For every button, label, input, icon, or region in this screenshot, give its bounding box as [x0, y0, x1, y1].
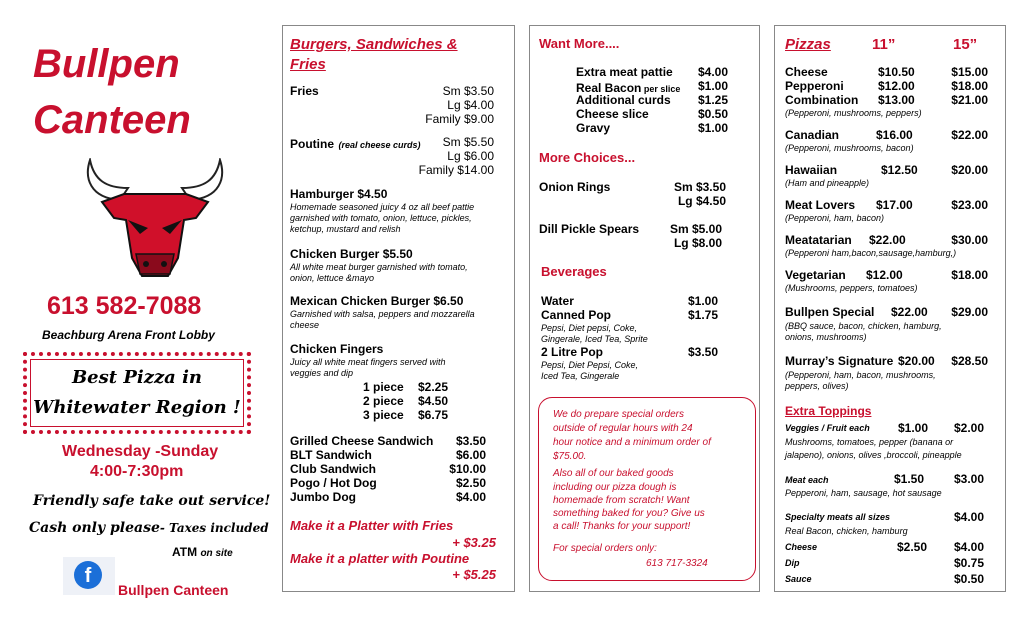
- extra-pattie-price: $4.00: [697, 65, 728, 79]
- pizza-hawaiian-desc: (Ham and pineapple): [785, 178, 870, 188]
- pizza-canadian-name: Canadian: [785, 128, 840, 142]
- litre-pop-desc-2: Iced Tea, Gingerale: [541, 371, 620, 381]
- pizza-vegetarian-desc: (Mushrooms, peppers, tomatoes): [785, 283, 918, 293]
- club-label: Club Sandwich: [290, 462, 377, 476]
- water-label: Water: [541, 294, 574, 308]
- brand-title-line2: Canteen: [33, 98, 191, 142]
- more-choices-title: More Choices...: [539, 150, 636, 165]
- meat-15: $3.00: [953, 472, 984, 486]
- pizza-vegetarian-15: $18.00: [951, 268, 988, 282]
- pizza-murrays-11: $20.00: [898, 354, 935, 368]
- pogo-label: Pogo / Hot Dog: [290, 476, 377, 490]
- pizza-hawaiian-11: $12.50: [881, 163, 918, 177]
- special-phone: 613 717-3324: [646, 558, 708, 569]
- fries-sm-price: Sm $3.50: [442, 84, 494, 98]
- pizza-bullpen-special-11: $22.00: [891, 305, 928, 319]
- pizza-canadian-11: $16.00: [876, 128, 913, 142]
- poutine-family-price: Family $14.00: [418, 163, 494, 177]
- atm-location: on site: [200, 548, 233, 559]
- additional-curds-price: $1.25: [697, 93, 728, 107]
- pizza-combination-name: Combination: [785, 93, 859, 107]
- onion-rings-sm: Sm $3.50: [673, 180, 726, 194]
- fingers-1-price: $2.25: [418, 380, 449, 394]
- pizza-bullpen-special-desc-2: onions, mushrooms): [785, 332, 867, 342]
- real-bacon-note: per slice: [641, 84, 681, 94]
- special-line-3: hour notice and a minimum order of: [553, 437, 711, 448]
- canned-pop-desc-2: Gingerale, Iced Tea, Sprite: [541, 334, 648, 344]
- pizza-canadian-desc: (Pepperoni, mushrooms, bacon): [785, 143, 914, 153]
- open-hours: 4:00-7:30pm: [90, 463, 184, 480]
- pizza-pepperoni-11: $12.00: [878, 79, 915, 93]
- chicken-fingers-desc-1: Juicy all white meat fingers served with: [290, 357, 446, 367]
- pizzas-title: Pizzas: [785, 36, 831, 53]
- onion-rings-lg: Lg $4.50: [677, 194, 726, 208]
- fries-lg-price: Lg $4.00: [447, 98, 494, 112]
- pizza-meatatarian-11: $22.00: [869, 233, 906, 247]
- canned-pop-price: $1.75: [687, 308, 718, 322]
- canned-pop-label: Canned Pop: [541, 308, 612, 322]
- pizza-combination-15: $21.00: [951, 93, 988, 107]
- meat-11: $1.50: [894, 472, 925, 486]
- pizza-bullpen-special-desc-1: (BBQ sauce, bacon, chicken, hamburg,: [785, 321, 942, 331]
- sauce-price: $0.50: [953, 572, 984, 586]
- pizza-hawaiian-15: $20.00: [951, 163, 988, 177]
- pizza-meat-lovers-name: Meat Lovers: [785, 198, 856, 212]
- hamburger-desc-3: ketchup, mustard and relish: [290, 224, 401, 234]
- real-bacon-price: $1.00: [697, 79, 728, 93]
- banner-line1: Best Pizza in: [71, 367, 203, 388]
- additional-curds-label: Additional curds: [576, 93, 671, 107]
- poutine-note: (real cheese curds): [338, 140, 421, 150]
- extra-toppings-title: Extra Toppings: [785, 404, 872, 418]
- water-price: $1.00: [687, 294, 718, 308]
- size-11-header: 11”: [872, 36, 896, 53]
- fingers-2-label: 2 piece: [363, 394, 404, 408]
- pizza-pepperoni-name: Pepperoni: [785, 79, 844, 93]
- cash-note: [29, 520, 269, 536]
- pizza-cheese-name: Cheese: [785, 65, 828, 79]
- chicken-burger-desc-2: onion, lettuce &mayo: [290, 273, 375, 283]
- cash-label: Cash only please: [29, 520, 160, 536]
- special-orders-only: For special orders only:: [553, 543, 657, 554]
- dill-pickle-lg: Lg $8.00: [673, 236, 722, 250]
- atm-label: ATM: [172, 545, 198, 559]
- canned-pop-desc-1: Pepsi, Diet pepsi, Coke,: [541, 323, 638, 333]
- pogo-price: $2.50: [455, 476, 486, 490]
- pizza-murrays-name: Murray’s Signature: [785, 354, 894, 368]
- cheese-slice-label: Cheese slice: [576, 107, 649, 121]
- fries-label: Fries: [290, 84, 319, 98]
- chicken-fingers-label: Chicken Fingers: [290, 342, 384, 356]
- specialty-meats-desc: Real Bacon, chicken, hamburg: [785, 526, 908, 536]
- pizza-meatatarian-15: $30.00: [951, 233, 988, 247]
- fingers-2-price: $4.50: [418, 394, 449, 408]
- cheese-topping-label: Cheese: [785, 542, 818, 552]
- facebook-link[interactable]: [63, 557, 115, 595]
- meat-label: Meat each: [785, 475, 829, 485]
- burgers-title-line2: Fries: [290, 56, 326, 73]
- specialty-meats-price: $4.00: [953, 510, 984, 524]
- mexican-burger-label: Mexican Chicken Burger $6.50: [290, 294, 464, 308]
- cheese-slice-price: $0.50: [697, 107, 728, 121]
- location: Beachburg Arena Front Lobby: [42, 328, 215, 342]
- hamburger-desc-2: garnished with tomato, onion, lettuce, pickles,: [290, 213, 472, 223]
- special-line-8: something baked for you? Give us: [553, 508, 705, 519]
- special-line-1: We do prepare special orders: [553, 409, 684, 420]
- mexican-burger-desc-2: cheese: [290, 320, 320, 330]
- dip-price: $0.75: [953, 556, 984, 570]
- special-line-7: homemade from scratch! Want: [553, 495, 690, 506]
- meat-desc: Pepperoni, ham, sausage, hot sausage: [785, 488, 942, 498]
- pizza-meatatarian-name: Meatatarian: [785, 233, 852, 247]
- fries-family-price: Family $9.00: [425, 112, 494, 126]
- dip-label: Dip: [785, 558, 800, 568]
- special-line-4: $75.00.: [553, 451, 587, 462]
- atm-note: [172, 545, 233, 559]
- pizza-pepperoni-15: $18.00: [951, 79, 988, 93]
- jumbo-dog-price: $4.00: [455, 490, 486, 504]
- chicken-fingers-desc-2: veggies and dip: [290, 368, 354, 378]
- pizza-hawaiian-name: Hawaiian: [785, 163, 838, 177]
- special-line-5: Also all of our baked goods: [553, 468, 674, 479]
- facebook-icon: f: [74, 561, 102, 589]
- pizza-murrays-15: $28.50: [951, 354, 988, 368]
- pizza-meat-lovers-desc: (Pepperoni, ham, bacon): [785, 213, 885, 223]
- special-line-2: outside of regular hours with 24: [553, 423, 693, 434]
- dill-pickle-sm: Sm $5.00: [669, 222, 722, 236]
- pizza-vegetarian-11: $12.00: [866, 268, 903, 282]
- veggies-desc-1: Mushrooms, tomatoes, pepper (banana or: [785, 437, 954, 447]
- chicken-burger-desc-1: All white meat burger garnished with tomato,: [290, 262, 468, 272]
- pizza-meatatarian-desc: (Pepperoni ham,bacon,sausage,hamburg,): [785, 248, 957, 258]
- chicken-burger-label: Chicken Burger $5.50: [290, 247, 413, 261]
- pizza-bullpen-special-name: Bullpen Special: [785, 305, 875, 319]
- gravy-label: Gravy: [576, 121, 611, 135]
- pizza-meat-lovers-11: $17.00: [876, 198, 913, 212]
- platter-fries-label: Make it a Platter with Fries: [290, 518, 454, 533]
- poutine-sm-price: Sm $5.50: [442, 135, 494, 149]
- onion-rings-label: Onion Rings: [539, 180, 611, 194]
- pizza-combination-11: $13.00: [878, 93, 915, 107]
- burgers-title-line1: Burgers, Sandwiches &: [290, 36, 458, 53]
- takeout-note: Friendly safe take out service!: [33, 493, 271, 509]
- pizza-cheese-15: $15.00: [951, 65, 988, 79]
- specialty-meats-label: Specialty meats all sizes: [785, 512, 891, 522]
- special-line-9: a call! Thanks for your support!: [553, 521, 691, 532]
- litre-pop-price: $3.50: [687, 345, 718, 359]
- hamburger-label: Hamburger $4.50: [290, 187, 388, 201]
- litre-pop-label: 2 Litre Pop: [541, 345, 604, 359]
- beverages-title: Beverages: [541, 264, 607, 279]
- pizza-murrays-desc-1: (Pepperoni, ham, bacon, mushrooms,: [785, 370, 936, 380]
- pizza-combination-desc: (Pepperoni, mushrooms, peppers): [785, 108, 922, 118]
- blt-label: BLT Sandwich: [290, 448, 372, 462]
- pizza-canadian-15: $22.00: [951, 128, 988, 142]
- special-line-6: including our pizza dough is: [553, 482, 677, 493]
- club-price: $10.00: [449, 462, 486, 476]
- cheese-topping-15: $4.00: [953, 540, 984, 554]
- fingers-3-price: $6.75: [418, 408, 449, 422]
- want-more-title: Want More....: [539, 36, 620, 51]
- pizza-cheese-11: $10.50: [878, 65, 915, 79]
- fingers-1-label: 1 piece: [363, 380, 404, 394]
- veggies-15: $2.00: [953, 421, 984, 435]
- dill-pickle-label: Dill Pickle Spears: [539, 222, 640, 236]
- open-days: Wednesday -Sunday: [62, 443, 219, 460]
- hamburger-desc-1: Homemade seasoned juicy 4 oz all beef pattie: [290, 202, 475, 212]
- grilled-cheese-price: $3.50: [455, 434, 486, 448]
- poutine-label: Poutine: [290, 137, 334, 151]
- banner-line2: Whitewater Region !: [33, 397, 241, 418]
- mexican-burger-desc-1: Garnished with salsa, peppers and mozzarella: [290, 309, 475, 319]
- extra-pattie-label: Extra meat pattie: [576, 65, 673, 79]
- pizza-bullpen-special-15: $29.00: [951, 305, 988, 319]
- cheese-topping-11: $2.50: [897, 540, 928, 554]
- litre-pop-desc-1: Pepsi, Diet Pepsi, Coke,: [541, 360, 639, 370]
- poutine-lg-price: Lg $6.00: [447, 149, 494, 163]
- veggies-desc-2: jalapeno), onions, olives ,broccoli, pineapple: [785, 450, 962, 460]
- real-bacon-label: Real Bacon: [576, 81, 642, 95]
- taxes-label: - Taxes included: [159, 521, 269, 535]
- size-15-header: 15”: [953, 36, 978, 53]
- facebook-name[interactable]: Bullpen Canteen: [118, 582, 229, 598]
- pizza-murrays-desc-2: peppers, olives): [785, 381, 849, 391]
- bull-logo-icon: [80, 158, 230, 283]
- brand-title-line1: Bullpen: [33, 42, 180, 86]
- veggies-label: Veggies / Fruit each: [785, 423, 870, 433]
- grilled-cheese-label: Grilled Cheese Sandwich: [290, 434, 434, 448]
- gravy-price: $1.00: [697, 121, 728, 135]
- veggies-11: $1.00: [898, 421, 929, 435]
- jumbo-dog-label: Jumbo Dog: [290, 490, 356, 504]
- pizza-meat-lovers-15: $23.00: [951, 198, 988, 212]
- blt-price: $6.00: [455, 448, 486, 462]
- phone-number: 613 582-7088: [47, 292, 202, 320]
- sauce-label: Sauce: [785, 574, 812, 584]
- pizza-vegetarian-name: Vegetarian: [785, 268, 846, 282]
- platter-poutine-price: + $5.25: [452, 567, 496, 582]
- platter-fries-price: + $3.25: [452, 535, 496, 550]
- platter-poutine-label: Make it a platter with Poutine: [290, 551, 470, 566]
- fingers-3-label: 3 piece: [363, 408, 404, 422]
- best-pizza-banner: [23, 352, 251, 434]
